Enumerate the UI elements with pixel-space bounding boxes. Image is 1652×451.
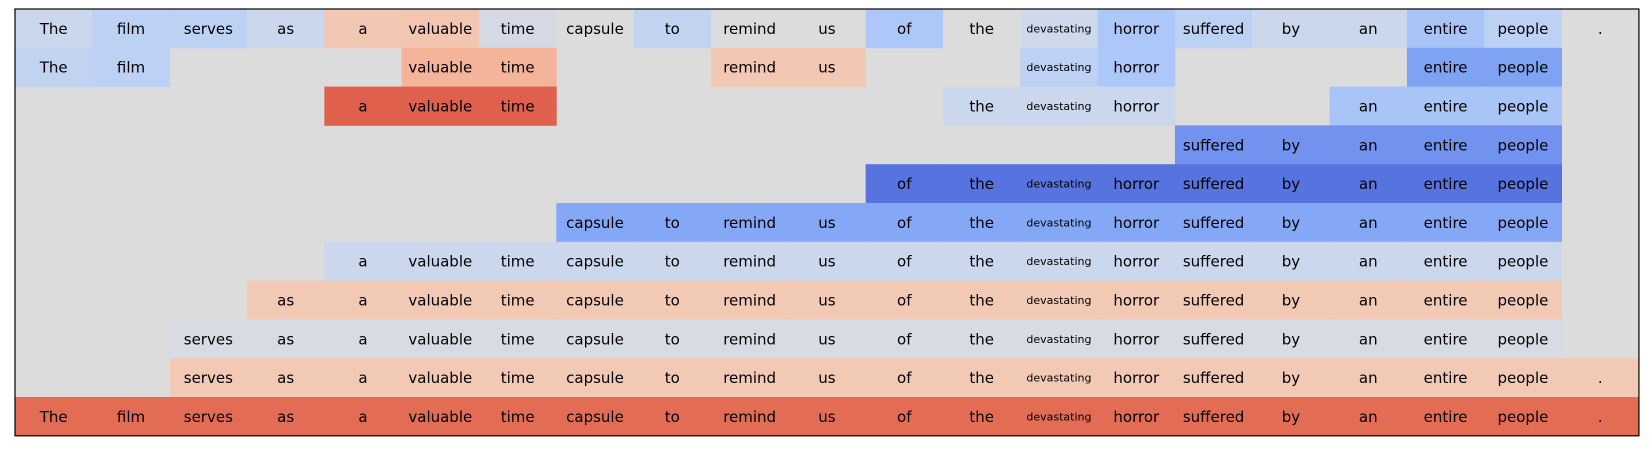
heatmap-token-label: The	[39, 19, 68, 38]
heatmap-token-label: remind	[723, 407, 777, 426]
heatmap-token-label: as	[277, 330, 295, 349]
heatmap-token-label: entire	[1423, 291, 1468, 310]
heatmap-token-label: by	[1281, 407, 1301, 426]
heatmap-row-4	[866, 164, 1562, 203]
heatmap-token-label: The	[39, 58, 68, 77]
heatmap-token-label: us	[818, 330, 836, 349]
heatmap-token-label: remind	[723, 252, 777, 271]
heatmap-token-label: an	[1358, 369, 1378, 388]
heatmap-token-label: us	[818, 19, 836, 38]
heatmap-token-label: to	[664, 330, 680, 349]
heatmap-row-10	[15, 397, 1639, 436]
heatmap-token-label: remind	[723, 213, 777, 232]
heatmap-token-label: entire	[1423, 252, 1468, 271]
heatmap-token-label: film	[116, 19, 146, 38]
heatmap-token-label: entire	[1423, 330, 1468, 349]
heatmap-token-label: devastating	[1026, 332, 1092, 346]
heatmap-token-label: film	[116, 407, 146, 426]
heatmap-token-label: serves	[183, 330, 233, 349]
heatmap-token-label: a	[358, 407, 368, 426]
heatmap-token-label: valuable	[408, 330, 473, 349]
heatmap-token-label: an	[1358, 213, 1378, 232]
heatmap-token-label: horror	[1113, 19, 1160, 38]
heatmap-token-label: an	[1358, 136, 1378, 155]
heatmap-token-label: of	[897, 369, 912, 388]
heatmap-token-label: the	[969, 407, 994, 426]
heatmap-token-label: valuable	[408, 97, 473, 116]
heatmap-token-label: remind	[723, 330, 777, 349]
heatmap-token-label: an	[1358, 19, 1378, 38]
heatmap-token-label: remind	[723, 19, 777, 38]
heatmap-row-7	[247, 281, 1562, 320]
heatmap-token-label: people	[1497, 291, 1549, 310]
heatmap-token-label: horror	[1113, 330, 1160, 349]
heatmap-token-label: capsule	[566, 330, 624, 349]
heatmap-token-label: valuable	[408, 369, 473, 388]
heatmap-token-label: horror	[1113, 407, 1160, 426]
heatmap-token-label: entire	[1423, 369, 1468, 388]
heatmap-token-label: horror	[1113, 175, 1160, 194]
heatmap-token-label: of	[897, 213, 912, 232]
heatmap-token-label: as	[277, 407, 295, 426]
heatmap-token-label: the	[969, 175, 994, 194]
heatmap-token-label: suffered	[1182, 369, 1245, 388]
heatmap-token-label: The	[39, 407, 68, 426]
heatmap-token-label: capsule	[566, 407, 624, 426]
heatmap-token-label: capsule	[566, 213, 624, 232]
heatmap-token-label: to	[664, 407, 680, 426]
heatmap-token-label: horror	[1113, 291, 1160, 310]
heatmap-token-label: suffered	[1182, 252, 1245, 271]
heatmap-token-label: people	[1497, 58, 1549, 77]
heatmap-token-label: by	[1281, 252, 1301, 271]
heatmap-token-label: the	[969, 213, 994, 232]
heatmap-token-label: time	[500, 291, 535, 310]
heatmap-token-label: of	[897, 19, 912, 38]
heatmap-token-label: by	[1281, 330, 1301, 349]
heatmap-token-label: entire	[1423, 407, 1468, 426]
heatmap-token-label: suffered	[1182, 19, 1245, 38]
heatmap-token-label: by	[1281, 136, 1301, 155]
heatmap-token-label: horror	[1113, 97, 1160, 116]
heatmap-token-label: the	[969, 291, 994, 310]
heatmap-token-label: entire	[1423, 213, 1468, 232]
heatmap-token-label: suffered	[1182, 213, 1245, 232]
heatmap-token-label: film	[116, 58, 146, 77]
heatmap-token-label: the	[969, 252, 994, 271]
heatmap-token-label: an	[1358, 291, 1378, 310]
heatmap-token-label: time	[500, 97, 535, 116]
heatmap-token-label: as	[277, 19, 295, 38]
heatmap-token-label: serves	[183, 369, 233, 388]
heatmap-token-label: a	[358, 369, 368, 388]
heatmap-token-label: people	[1497, 407, 1549, 426]
heatmap-token-label: capsule	[566, 252, 624, 271]
heatmap-token-label: valuable	[408, 291, 473, 310]
heatmap-row-8	[170, 319, 1562, 358]
heatmap-row-0	[15, 9, 1639, 48]
heatmap-token-label: time	[500, 252, 535, 271]
heatmap-token-label: people	[1497, 175, 1549, 194]
heatmap-token-label: suffered	[1182, 330, 1245, 349]
heatmap-token-label: time	[500, 407, 535, 426]
heatmap-token-label: devastating	[1026, 61, 1092, 75]
heatmap-token-label: of	[897, 291, 912, 310]
heatmap-row-6	[324, 242, 1562, 281]
heatmap-token-label: an	[1358, 252, 1378, 271]
heatmap-token-label: horror	[1113, 213, 1160, 232]
heatmap-token-label: time	[500, 58, 535, 77]
heatmap-token-label: suffered	[1182, 407, 1245, 426]
heatmap-token-label: to	[664, 19, 680, 38]
heatmap-token-label: a	[358, 252, 368, 271]
heatmap-token-label: people	[1497, 369, 1549, 388]
heatmap-row-2	[324, 87, 1562, 126]
heatmap-token-label: by	[1281, 175, 1301, 194]
heatmap-token-label: an	[1358, 97, 1378, 116]
heatmap-token-label: people	[1497, 213, 1549, 232]
heatmap-token-label: of	[897, 330, 912, 349]
heatmap-token-label: an	[1358, 175, 1378, 194]
heatmap-token-label: the	[969, 97, 994, 116]
heatmap-token-label: by	[1281, 213, 1301, 232]
heatmap-token-label: to	[664, 369, 680, 388]
heatmap-token-label: of	[897, 252, 912, 271]
heatmap-token-label: by	[1281, 19, 1301, 38]
heatmap-token-label: horror	[1113, 369, 1160, 388]
heatmap-token-label: to	[664, 291, 680, 310]
heatmap-row-9	[170, 358, 1640, 397]
heatmap-token-label: horror	[1113, 58, 1160, 77]
heatmap-token-label: capsule	[566, 291, 624, 310]
heatmap-token-label: as	[277, 291, 295, 310]
heatmap-row-5	[556, 203, 1562, 242]
heatmap-token-label: time	[500, 19, 535, 38]
heatmap-token-label: serves	[183, 407, 233, 426]
heatmap-token-label: a	[358, 291, 368, 310]
heatmap-token-label: us	[818, 369, 836, 388]
heatmap-token-label: us	[818, 252, 836, 271]
heatmap-row-3	[1175, 125, 1562, 164]
heatmap-token-label: by	[1281, 291, 1301, 310]
heatmap-token-label: of	[897, 175, 912, 194]
heatmap-token-label: entire	[1423, 19, 1468, 38]
heatmap-token-label: devastating	[1026, 100, 1092, 113]
heatmap-token-label: valuable	[408, 252, 473, 271]
heatmap-token-label: as	[277, 369, 295, 388]
heatmap-token-label: .	[1597, 19, 1603, 38]
heatmap-token-label: valuable	[408, 407, 473, 426]
heatmap-token-label: remind	[723, 291, 777, 310]
heatmap-token-label: devastating	[1026, 22, 1092, 36]
heatmap-token-label: time	[500, 369, 535, 388]
heatmap-token-label: suffered	[1182, 175, 1245, 194]
heatmap-token-label: suffered	[1182, 136, 1245, 155]
heatmap-token-label: .	[1597, 369, 1603, 388]
heatmap-token-label: an	[1358, 407, 1378, 426]
heatmap-token-label: by	[1281, 369, 1301, 388]
heatmap-token-label: a	[358, 97, 368, 116]
heatmap-token-label: time	[500, 330, 535, 349]
heatmap-token-label: entire	[1423, 136, 1468, 155]
heatmap-token-label: the	[969, 19, 994, 38]
heatmap-token-label: a	[358, 19, 368, 38]
heatmap-token-label: suffered	[1182, 291, 1245, 310]
heatmap-token-label: entire	[1423, 97, 1468, 116]
heatmap-token-label: devastating	[1026, 410, 1092, 424]
heatmap-token-label: entire	[1423, 58, 1468, 77]
heatmap-token-label: the	[969, 369, 994, 388]
heatmap-token-label: remind	[723, 369, 777, 388]
heatmap-token-label: devastating	[1026, 371, 1092, 385]
heatmap-token-label: us	[818, 58, 836, 77]
heatmap-token-label: .	[1597, 407, 1603, 426]
heatmap-token-label: an	[1358, 330, 1378, 349]
heatmap-token-label: capsule	[566, 369, 624, 388]
heatmap-token-label: entire	[1423, 175, 1468, 194]
heatmap-token-label: devastating	[1026, 255, 1092, 269]
heatmap-token-label: to	[664, 252, 680, 271]
heatmap-token-label: us	[818, 407, 836, 426]
heatmap-token-label: capsule	[566, 19, 624, 38]
heatmap-token-label: us	[818, 213, 836, 232]
heatmap-token-label: serves	[183, 19, 233, 38]
heatmap-token-label: the	[969, 330, 994, 349]
heatmap-token-label: valuable	[408, 19, 473, 38]
heatmap-token-label: to	[664, 213, 680, 232]
heatmap-token-label: remind	[723, 58, 777, 77]
heatmap-token-label: people	[1497, 330, 1549, 349]
heatmap-token-label: people	[1497, 136, 1549, 155]
heatmap-token-label: devastating	[1026, 177, 1092, 191]
heatmap-token-label: people	[1497, 19, 1549, 38]
heatmap-token-label: valuable	[408, 58, 473, 77]
heatmap-token-label: a	[358, 330, 368, 349]
heatmap-token-label: devastating	[1026, 216, 1092, 230]
heatmap-token-label: us	[818, 291, 836, 310]
heatmap-token-label: devastating	[1026, 294, 1092, 307]
heatmap-token-label: people	[1497, 252, 1549, 271]
heatmap-token-label: horror	[1113, 252, 1160, 271]
heatmap-token-label: people	[1497, 97, 1549, 116]
heatmap-token-label: of	[897, 407, 912, 426]
